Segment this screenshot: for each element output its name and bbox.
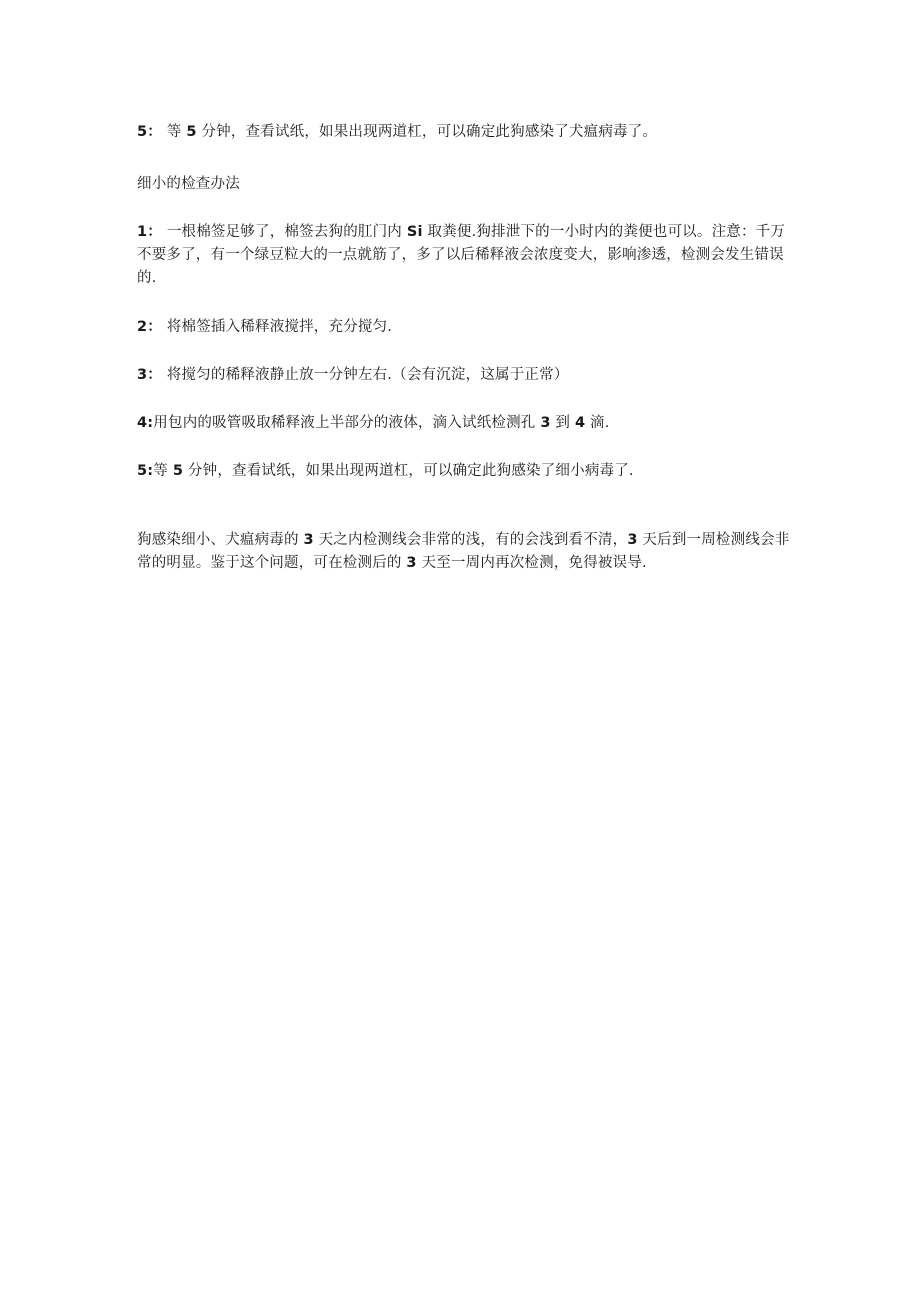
text-run: 到 (550, 415, 575, 431)
text-run: 将搅匀的稀释液静止放一分钟左右.（会有沉淀，这属于正常） (166, 367, 569, 383)
text-run: 取粪便.狗排泄下的一小时内的粪便也可以。注意：千万不要多了，有一个绿豆粒大的一点就筋了，多了以后稀释液会浓度变大，影响渗透，检测会发生错误的. (137, 224, 786, 286)
step-number: 4: (137, 415, 154, 431)
text-run: 天后到一周检测线会非常的明显。鉴于这个问题，可在检测后的 (137, 532, 790, 571)
text-run: 将棉签插入稀释液搅拌，充分搅匀. (166, 319, 393, 335)
text-run: 天之内检测线会非常的浅，有的会浅到看不清， (313, 532, 628, 548)
step-number: 5: (137, 463, 154, 479)
text-run: 狗感染细小、犬瘟病毒的 (137, 532, 304, 548)
step-4-paragraph (137, 412, 792, 435)
step-number: 5： (137, 124, 162, 140)
note-paragraph (137, 529, 792, 575)
text-run: 用包内的吸管吸取稀释液上半部分的液体，滴入试纸检测孔 (153, 415, 541, 431)
text-run: 等 (166, 124, 187, 140)
text-run: 分钟，查看试纸，如果出现两道杠，可以确定此狗感染了犬瘟病毒了。 (196, 124, 658, 140)
intro-step-paragraph (137, 121, 792, 144)
step-2-paragraph (137, 316, 792, 339)
number-run: 5 (172, 463, 184, 479)
text-run: 分钟，查看试纸，如果出现两道杠，可以确定此狗感染了细小病毒了. (183, 463, 634, 479)
number-run: 4 (574, 415, 586, 431)
text-run: 等 (153, 463, 173, 479)
bold-run: Si (406, 224, 423, 240)
section-heading: 细小的检查办法 (137, 176, 240, 192)
step-3-paragraph (137, 364, 792, 387)
step-number: 3： (137, 367, 162, 383)
step-number: 2： (137, 319, 162, 335)
number-run: 3 (303, 532, 314, 548)
number-run: 5 (186, 124, 197, 140)
number-run: 3 (540, 415, 551, 431)
text-run: 天至一周内再次检测，免得被误导. (416, 555, 647, 571)
number-run: 3 (406, 555, 417, 571)
step-1-paragraph (137, 221, 792, 290)
step-5-paragraph (137, 460, 792, 483)
number-run: 3 (627, 532, 638, 548)
step-number: 1： (137, 224, 162, 240)
text-run: 滴. (585, 415, 610, 431)
text-run: 一根棉签足够了，棉签去狗的肛门内 (166, 224, 407, 240)
